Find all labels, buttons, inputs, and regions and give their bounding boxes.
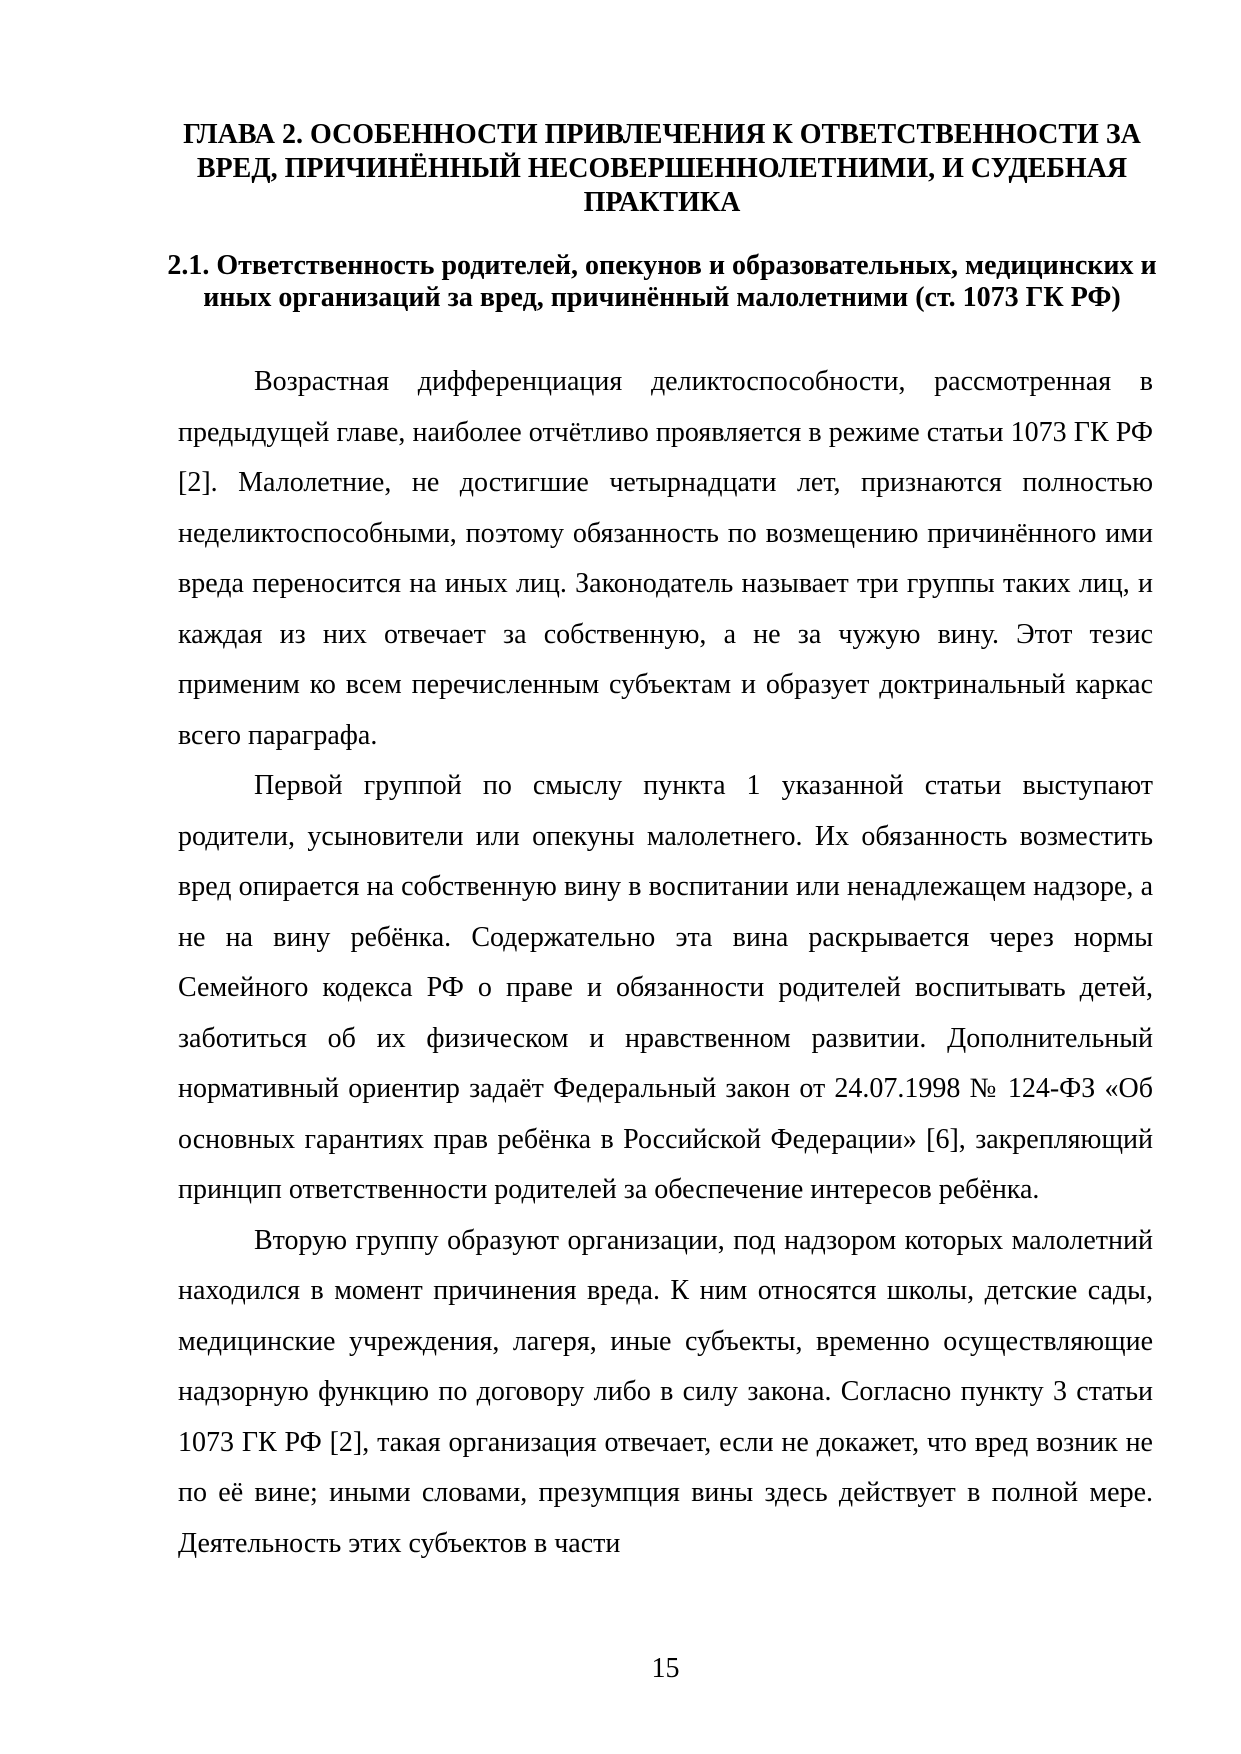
paragraph: Возрастная дифференциация деликтоспособности, рассмотренная в предыдущей главе, наиболее отчётливо проявляется в режиме статьи 1073 ГК РФ [2]. Малолетние, не достигшие четырнадцати лет, признаются полностью неделиктоспособными, поэтому обязанность по возмещению причинённого ими вреда переносится на иных лиц. Законодатель называет три группы таких лиц, и каждая из них отвечает за собственную, а не за чужую вину. Этот тезис применим ко всем перечисленным субъектам и образует доктринальный каркас всего параграфа. <box>178 366 1153 751</box>
chapter-title: ГЛАВА 2. ОСОБЕННОСТИ ПРИВЛЕЧЕНИЯ К ОТВЕТСТВЕННОСТИ ЗА ВРЕД, ПРИЧИНЁННЫЙ НЕСОВЕРШЕННОЛЕТНИМИ, И СУДЕБНАЯ ПРАКТИКА <box>183 119 1141 218</box>
body-text <box>178 357 1153 1569</box>
section-title: 2.1. Ответственность родителей, опекунов и образовательных, медицинских и иных организаций за вред, причинённый малолетними (ст. 1073 ГК РФ) <box>167 250 1157 313</box>
paragraph: Вторую группу образуют организации, под надзором которых малолетний находился в момент причинения вреда. К ним относятся школы, детские сады, медицинские учреждения, лагеря, иные субъекты, временно осуществляющие надзорную функцию по договору либо в силу закона. Согласно пункту 3 статьи 1073 ГК РФ [2], такая организация отвечает, если не докажет, что вред возник не по её вине; иными словами, презумпция вины здесь действует в полной мере. Деятельность этих субъектов в части <box>178 1224 1153 1559</box>
page-number: 15 <box>651 1653 680 1684</box>
paragraph: Первой группой по смыслу пункта 1 указанной статьи выступают родители, усыновители или опекуны малолетнего. Их обязанность возместить вред опирается на собственную вину в воспитании или ненадлежащем надзоре, а не на вину ребёнка. Содержательно эта вина раскрывается через нормы Семейного кодекса РФ о праве и обязанности родителей воспитывать детей, заботиться об их физическом и нравственном развитии. Дополнительный нормативный ориентир задаёт Федеральный закон от 24.07.1998 № 124-ФЗ «Об основных гарантиях прав ребёнка в Российской Федерации» [6], закрепляющий принцип ответственности родителей за обеспечение интересов ребёнка. <box>178 770 1153 1205</box>
